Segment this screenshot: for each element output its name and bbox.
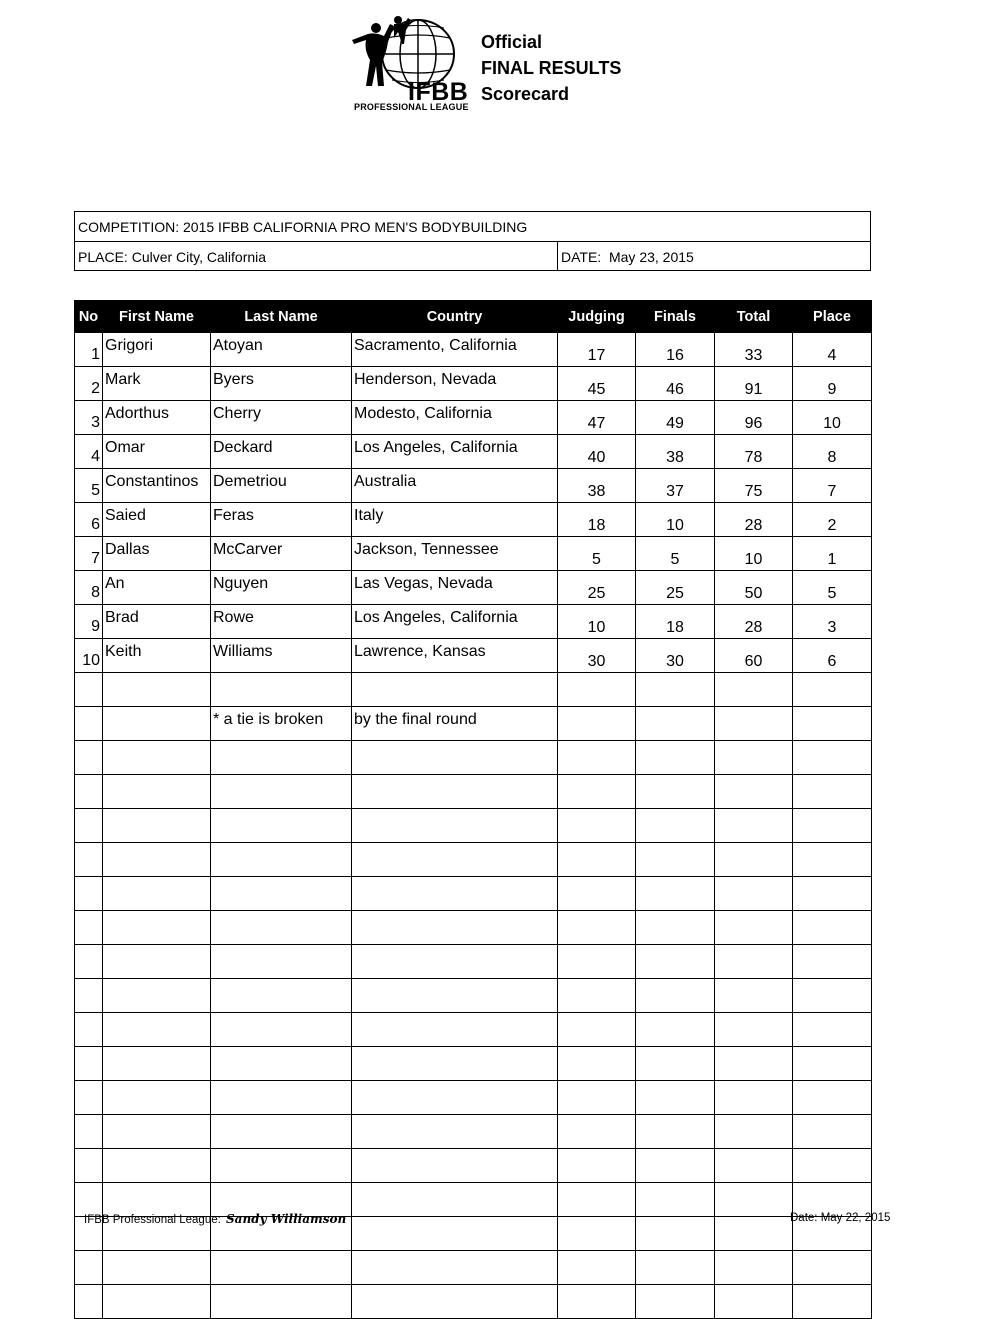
cell-total: [715, 945, 793, 979]
cell-finals: [636, 775, 715, 809]
cell-finals: [636, 1013, 715, 1047]
cell-first-name: [103, 911, 211, 945]
cell-last-name: [211, 673, 352, 707]
cell-judging: [558, 741, 636, 775]
cell-country: [352, 1013, 558, 1047]
cell-first-name: [103, 945, 211, 979]
cell-country: [352, 1217, 558, 1251]
table-row: [75, 673, 872, 707]
cell-judging: [558, 775, 636, 809]
cell-country: [352, 1149, 558, 1183]
col-header-place: Place: [793, 301, 872, 333]
cell-place: 8: [793, 435, 872, 469]
cell-judging: 25: [558, 571, 636, 605]
cell-first-name: [103, 707, 211, 741]
cell-first-name: Adorthus: [103, 401, 211, 435]
cell-country: Italy: [352, 503, 558, 537]
competition-cell: [75, 212, 527, 241]
cell-finals: [636, 1149, 715, 1183]
cell-last-name: Deckard: [211, 435, 352, 469]
empty-table-row: [75, 1013, 872, 1047]
cell-finals: [636, 1285, 715, 1319]
cell-country: [352, 809, 558, 843]
cell-place: [793, 775, 872, 809]
cell-judging: [558, 843, 636, 877]
cell-finals: [636, 673, 715, 707]
cell-country: [352, 911, 558, 945]
cell-no: 9: [75, 605, 103, 639]
col-header-total: Total: [715, 301, 793, 333]
cell-last-name: [211, 877, 352, 911]
empty-table-row: [75, 1285, 872, 1319]
cell-judging: [558, 673, 636, 707]
cell-judging: 5: [558, 537, 636, 571]
cell-judging: [558, 1047, 636, 1081]
signature: Sandy Williamson: [226, 1212, 347, 1226]
cell-no: [75, 673, 103, 707]
cell-finals: [636, 877, 715, 911]
cell-last-name: Atoyan: [211, 333, 352, 367]
cell-last-name: [211, 809, 352, 843]
cell-last-name: Williams: [211, 639, 352, 673]
cell-country: [352, 741, 558, 775]
cell-place: 6: [793, 639, 872, 673]
cell-total: 28: [715, 605, 793, 639]
table-row: [75, 333, 872, 367]
cell-total: [715, 707, 793, 741]
cell-judging: 38: [558, 469, 636, 503]
cell-finals: [636, 741, 715, 775]
cell-total: 96: [715, 401, 793, 435]
logo-ifbb-text: IFBB: [408, 78, 469, 106]
cell-place: [793, 707, 872, 741]
cell-first-name: [103, 979, 211, 1013]
cell-place: 10: [793, 401, 872, 435]
cell-total: [715, 1149, 793, 1183]
cell-country: [352, 1081, 558, 1115]
table-row: [75, 401, 872, 435]
empty-table-row: [75, 843, 872, 877]
cell-judging: [558, 979, 636, 1013]
cell-total: [715, 1251, 793, 1285]
cell-total: 60: [715, 639, 793, 673]
cell-no: 2: [75, 367, 103, 401]
cell-finals: 10: [636, 503, 715, 537]
cell-finals: [636, 911, 715, 945]
cell-total: 28: [715, 503, 793, 537]
competition-label: COMPETITION:: [78, 219, 180, 235]
cell-place: [793, 945, 872, 979]
cell-no: [75, 843, 103, 877]
cell-place: [793, 809, 872, 843]
cell-place: [793, 843, 872, 877]
cell-finals: 49: [636, 401, 715, 435]
cell-total: [715, 1285, 793, 1319]
table-row: [75, 639, 872, 673]
cell-country: [352, 1251, 558, 1285]
competition-value: 2015 IFBB CALIFORNIA PRO MEN'S BODYBUILDING: [183, 219, 528, 235]
page-title: [481, 29, 621, 107]
cell-first-name: [103, 741, 211, 775]
cell-total: [715, 979, 793, 1013]
footer-date-label: Date:: [790, 1212, 818, 1224]
cell-judging: 10: [558, 605, 636, 639]
cell-no: [75, 877, 103, 911]
cell-finals: 16: [636, 333, 715, 367]
cell-country: [352, 673, 558, 707]
empty-table-row: [75, 1047, 872, 1081]
cell-judging: 45: [558, 367, 636, 401]
cell-first-name: Keith: [103, 639, 211, 673]
cell-no: [75, 1285, 103, 1319]
table-row: [75, 537, 872, 571]
cell-no: [75, 741, 103, 775]
cell-total: [715, 1115, 793, 1149]
cell-total: [715, 741, 793, 775]
title-line-final-results: FINAL RESULTS: [481, 58, 622, 78]
cell-judging: [558, 809, 636, 843]
cell-finals: [636, 1251, 715, 1285]
cell-place: [793, 911, 872, 945]
empty-table-row: [75, 1149, 872, 1183]
logo-professional-league-text: PROFESSIONAL LEAGUE: [354, 102, 469, 112]
cell-total: [715, 775, 793, 809]
cell-last-name: [211, 1115, 352, 1149]
cell-first-name: [103, 809, 211, 843]
empty-table-row: [75, 911, 872, 945]
cell-no: [75, 1149, 103, 1183]
empty-table-row: [75, 1115, 872, 1149]
cell-finals: 46: [636, 367, 715, 401]
cell-total: 33: [715, 333, 793, 367]
cell-total: [715, 809, 793, 843]
table-header-row: [75, 301, 872, 333]
cell-country: [352, 1047, 558, 1081]
results-table: [74, 300, 872, 1319]
cell-last-name: Rowe: [211, 605, 352, 639]
footer-date: [790, 1212, 890, 1224]
cell-finals: [636, 809, 715, 843]
cell-last-name: [211, 741, 352, 775]
cell-first-name: Mark: [103, 367, 211, 401]
col-header-country: Country: [352, 301, 558, 333]
cell-finals: 5: [636, 537, 715, 571]
cell-no: 3: [75, 401, 103, 435]
cell-place: [793, 1115, 872, 1149]
cell-place: 7: [793, 469, 872, 503]
cell-total: 50: [715, 571, 793, 605]
cell-judging: [558, 1285, 636, 1319]
cell-place: [793, 877, 872, 911]
cell-country: [352, 1183, 558, 1217]
cell-country: Sacramento, California: [352, 333, 558, 367]
cell-total: [715, 1081, 793, 1115]
ifbb-logo: [346, 14, 476, 114]
cell-no: [75, 945, 103, 979]
empty-table-row: [75, 741, 872, 775]
cell-first-name: Brad: [103, 605, 211, 639]
cell-place: [793, 1285, 872, 1319]
footer-league: [84, 1212, 346, 1226]
cell-first-name: [103, 1115, 211, 1149]
cell-first-name: [103, 1149, 211, 1183]
cell-first-name: [103, 775, 211, 809]
place-cell: [75, 242, 266, 271]
cell-no: [75, 1013, 103, 1047]
cell-place: [793, 1081, 872, 1115]
cell-place: [793, 1149, 872, 1183]
cell-first-name: [103, 673, 211, 707]
cell-first-name: Omar: [103, 435, 211, 469]
cell-last-name: [211, 1149, 352, 1183]
title-line-official: Official: [481, 32, 543, 52]
cell-finals: 25: [636, 571, 715, 605]
cell-country: [352, 1285, 558, 1319]
cell-no: [75, 911, 103, 945]
cell-judging: 17: [558, 333, 636, 367]
col-header-finals: Finals: [636, 301, 715, 333]
cell-finals: [636, 1115, 715, 1149]
cell-total: [715, 911, 793, 945]
cell-finals: [636, 1183, 715, 1217]
cell-first-name: Saied: [103, 503, 211, 537]
cell-country: Lawrence, Kansas: [352, 639, 558, 673]
cell-first-name: Dallas: [103, 537, 211, 571]
cell-last-name: * a tie is broken: [211, 707, 352, 741]
cell-first-name: Grigori: [103, 333, 211, 367]
cell-finals: 37: [636, 469, 715, 503]
cell-no: 7: [75, 537, 103, 571]
cell-place: [793, 1251, 872, 1285]
cell-place: [793, 741, 872, 775]
cell-finals: [636, 945, 715, 979]
cell-last-name: [211, 1047, 352, 1081]
cell-total: [715, 1047, 793, 1081]
cell-last-name: [211, 911, 352, 945]
cell-last-name: [211, 945, 352, 979]
title-line-scorecard: Scorecard: [481, 84, 570, 104]
cell-country: Henderson, Nevada: [352, 367, 558, 401]
cell-no: [75, 979, 103, 1013]
cell-country: [352, 979, 558, 1013]
cell-place: [793, 1013, 872, 1047]
col-header-first-name: First Name: [103, 301, 211, 333]
empty-table-row: [75, 775, 872, 809]
table-row: [75, 571, 872, 605]
cell-last-name: McCarver: [211, 537, 352, 571]
cell-place: 1: [793, 537, 872, 571]
cell-judging: [558, 1149, 636, 1183]
cell-first-name: [103, 1013, 211, 1047]
table-row: [75, 503, 872, 537]
table-row: [75, 367, 872, 401]
cell-finals: [636, 1047, 715, 1081]
empty-table-row: [75, 945, 872, 979]
col-header-judging: Judging: [558, 301, 636, 333]
cell-finals: 30: [636, 639, 715, 673]
cell-last-name: Nguyen: [211, 571, 352, 605]
cell-judging: [558, 1183, 636, 1217]
cell-country: by the final round: [352, 707, 558, 741]
cell-country: Los Angeles, California: [352, 435, 558, 469]
empty-table-row: [75, 1081, 872, 1115]
cell-last-name: [211, 1251, 352, 1285]
place-date-row: [75, 242, 870, 271]
date-cell: [558, 242, 694, 271]
cell-no: [75, 1047, 103, 1081]
cell-first-name: [103, 1251, 211, 1285]
cell-total: 10: [715, 537, 793, 571]
cell-first-name: [103, 1047, 211, 1081]
cell-place: 4: [793, 333, 872, 367]
cell-country: [352, 843, 558, 877]
cell-total: [715, 1183, 793, 1217]
empty-table-row: [75, 1251, 872, 1285]
cell-country: [352, 945, 558, 979]
cell-place: 9: [793, 367, 872, 401]
cell-no: 10: [75, 639, 103, 673]
cell-place: [793, 673, 872, 707]
place-value: Culver City, California: [131, 249, 267, 265]
cell-no: [75, 1251, 103, 1285]
cell-no: [75, 1081, 103, 1115]
cell-last-name: [211, 1285, 352, 1319]
cell-no: 1: [75, 333, 103, 367]
cell-judging: [558, 945, 636, 979]
cell-judging: [558, 707, 636, 741]
cell-no: [75, 775, 103, 809]
cell-judging: 47: [558, 401, 636, 435]
cell-judging: [558, 1251, 636, 1285]
cell-finals: [636, 1081, 715, 1115]
cell-last-name: [211, 979, 352, 1013]
cell-finals: 18: [636, 605, 715, 639]
cell-total: 75: [715, 469, 793, 503]
cell-judging: 30: [558, 639, 636, 673]
cell-country: Australia: [352, 469, 558, 503]
competition-info-box: [74, 211, 871, 271]
cell-place: 3: [793, 605, 872, 639]
cell-first-name: [103, 843, 211, 877]
cell-country: Modesto, California: [352, 401, 558, 435]
cell-total: 91: [715, 367, 793, 401]
cell-judging: [558, 1081, 636, 1115]
table-row: [75, 707, 872, 741]
date-value: May 23, 2015: [608, 249, 694, 265]
cell-total: [715, 1217, 793, 1251]
cell-first-name: Constantinos: [103, 469, 211, 503]
cell-place: 5: [793, 571, 872, 605]
empty-table-row: [75, 877, 872, 911]
cell-last-name: Demetriou: [211, 469, 352, 503]
cell-no: 6: [75, 503, 103, 537]
place-label: PLACE:: [78, 249, 128, 265]
cell-judging: [558, 1115, 636, 1149]
cell-finals: [636, 1217, 715, 1251]
col-header-no: No: [75, 301, 103, 333]
cell-no: 8: [75, 571, 103, 605]
footer-league-label: IFBB Professional League:: [84, 1214, 221, 1226]
cell-first-name: [103, 1285, 211, 1319]
cell-no: [75, 1115, 103, 1149]
cell-total: 78: [715, 435, 793, 469]
cell-judging: [558, 911, 636, 945]
table-row: [75, 435, 872, 469]
cell-finals: 38: [636, 435, 715, 469]
cell-total: [715, 843, 793, 877]
cell-country: Los Angeles, California: [352, 605, 558, 639]
cell-judging: [558, 877, 636, 911]
empty-table-row: [75, 809, 872, 843]
cell-judging: [558, 1013, 636, 1047]
cell-country: [352, 775, 558, 809]
date-label: DATE:: [561, 249, 602, 265]
cell-country: [352, 877, 558, 911]
cell-place: [793, 979, 872, 1013]
cell-country: Las Vegas, Nevada: [352, 571, 558, 605]
cell-last-name: [211, 843, 352, 877]
cell-place: [793, 1047, 872, 1081]
cell-place: 2: [793, 503, 872, 537]
cell-no: 4: [75, 435, 103, 469]
cell-judging: 18: [558, 503, 636, 537]
cell-no: [75, 707, 103, 741]
cell-total: [715, 673, 793, 707]
table-row: [75, 605, 872, 639]
cell-judging: 40: [558, 435, 636, 469]
cell-finals: [636, 707, 715, 741]
cell-judging: [558, 1217, 636, 1251]
cell-last-name: [211, 1013, 352, 1047]
cell-no: [75, 809, 103, 843]
cell-last-name: [211, 1081, 352, 1115]
cell-last-name: Cherry: [211, 401, 352, 435]
cell-country: [352, 1115, 558, 1149]
cell-country: Jackson, Tennessee: [352, 537, 558, 571]
cell-finals: [636, 843, 715, 877]
table-row: [75, 469, 872, 503]
competition-row: [75, 212, 870, 242]
cell-first-name: An: [103, 571, 211, 605]
empty-table-row: [75, 979, 872, 1013]
cell-total: [715, 1013, 793, 1047]
footer-date-value: May 22, 2015: [820, 1212, 891, 1224]
cell-last-name: [211, 775, 352, 809]
col-header-last-name: Last Name: [211, 301, 352, 333]
results-body: [75, 333, 872, 1319]
cell-first-name: [103, 1081, 211, 1115]
cell-last-name: Byers: [211, 367, 352, 401]
cell-finals: [636, 979, 715, 1013]
cell-no: 5: [75, 469, 103, 503]
cell-first-name: [103, 877, 211, 911]
cell-last-name: Feras: [211, 503, 352, 537]
cell-total: [715, 877, 793, 911]
